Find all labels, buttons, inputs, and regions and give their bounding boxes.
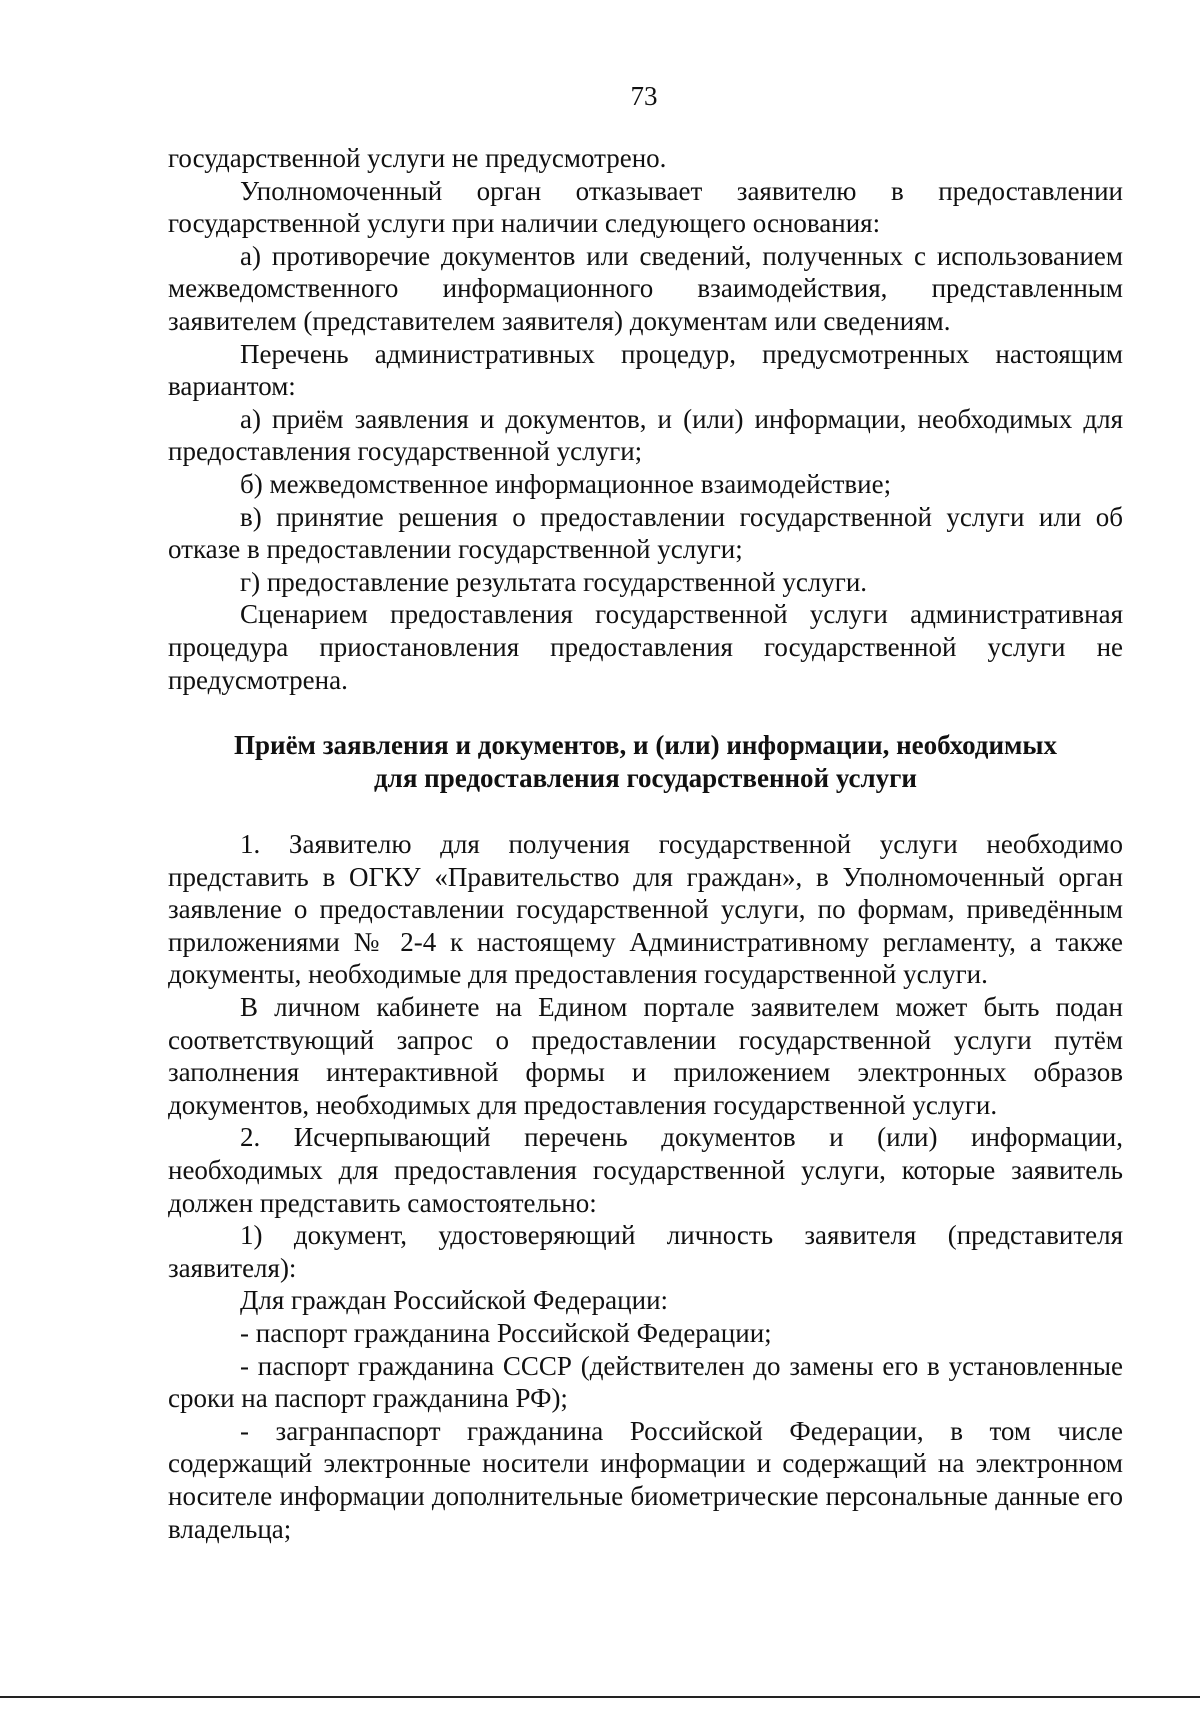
paragraph: Уполномоченный орган отказывает заявителю в предоставлении государственной услуги при наличии следующего основания:: [168, 175, 1123, 239]
section-heading: [168, 729, 1123, 795]
page-number: 73: [630, 81, 658, 111]
scan-edge-line: [0, 1696, 1200, 1698]
paragraph: - загранпаспорт гражданина Российской Федерации, в том числе содержащий электронные носители информации и содержащий на электронном носителе информации дополнительные биометрические персональные данные его владельца;: [168, 1415, 1123, 1544]
paragraph: 1) документ, удостоверяющий личность заявителя (представителя заявителя):: [168, 1220, 1123, 1283]
paragraph: в) принятие решения о предоставлении государственной услуги или об отказе в предоставлении государственной услуги;: [168, 501, 1123, 565]
paragraph: г) предоставление результата государственной услуги.: [240, 566, 868, 597]
section-heading-line-2: для предоставления государственной услуги: [374, 763, 917, 794]
paragraph: Перечень административных процедур, предусмотренных настоящим вариантом:: [168, 338, 1123, 402]
paragraph: государственной услуги не предусмотрено.: [168, 143, 667, 173]
paragraphs-before-heading: [168, 142, 1123, 696]
paragraph: - паспорт гражданина Российской Федерации;: [240, 1318, 772, 1348]
paragraph: 2. Исчерпывающий перечень документов и (или) информации, необходимых для предоставления государственной услуги, которые заявитель должен представить самостоятельно:: [168, 1122, 1123, 1218]
paragraph: б) межведомственное информационное взаимодействие;: [240, 468, 892, 499]
paragraph: - паспорт гражданина СССР (действителен до замены его в установленные сроки на паспорт гражданина РФ);: [168, 1350, 1123, 1414]
document-body: [168, 142, 1123, 1545]
paragraphs-after-heading: [168, 828, 1123, 1545]
paragraph: а) приём заявления и документов, и (или) информации, необходимых для предоставления государственной услуги;: [168, 403, 1123, 467]
paragraph: В личном кабинете на Едином портале заявителем может быть подан соответствующий запрос о предоставлении государственной услуги путём заполнения интерактивной формы и приложением электронных образов документов, необходимых для предоставления государственной услуги.: [168, 992, 1123, 1120]
section-heading-line-1: Приём заявления и документов, и (или) информации, необходимых: [234, 730, 1057, 761]
paragraph: Для граждан Российской Федерации:: [240, 1285, 669, 1316]
paragraph: а) противоречие документов или сведений, полученных с использованием межведомственного информационного взаимодействия, представленным заявителем (представителем заявителя) документам или сведениям.: [168, 240, 1123, 336]
paragraph: 1. Заявителю для получения государственной услуги необходимо представить в ОГКУ «Правительство для граждан», в Уполномоченный орган заявление о предоставлении государственной услуги, по формам, приведённым приложениями № 2-4 к настоящему Административному регламенту, а также документы, необходимые для предоставления государственной услуги.: [168, 829, 1123, 990]
paragraph: Сценарием предоставления государственной услуги административная процедура приостановления предоставления государственной услуги не предусмотрена.: [168, 599, 1123, 695]
